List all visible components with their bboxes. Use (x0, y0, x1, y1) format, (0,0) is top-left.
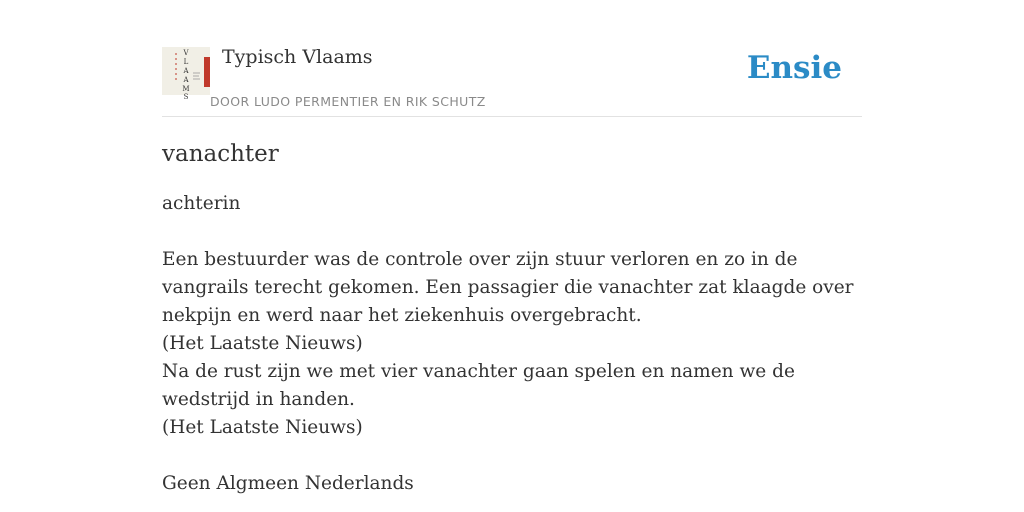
book-title[interactable]: Typisch Vlaams (222, 46, 373, 68)
svg-text:A: A (183, 76, 189, 84)
spacer (162, 218, 862, 246)
svg-text:M: M (182, 85, 190, 93)
example-source: (Het Laatste Nieuws) (162, 417, 363, 438)
svg-text:S: S (183, 93, 189, 101)
svg-text:V: V (183, 49, 189, 57)
book-cover-avatar[interactable] (162, 47, 210, 101)
ensie-logo-link[interactable]: Ensie (746, 50, 842, 86)
book-cover-image (162, 47, 210, 101)
svg-text:L: L (183, 58, 189, 66)
dictionary-entry (162, 138, 862, 498)
example-source: (Het Laatste Nieuws) (162, 333, 363, 354)
example-text: Na de rust zijn we met vier vanachter gaan spelen en namen we de wedstrijd in handen. (162, 361, 795, 410)
book-header (162, 44, 862, 117)
spacer (162, 442, 862, 470)
entry-term: vanachter (162, 141, 279, 167)
entry-body (162, 190, 862, 498)
entry-note: Geen Algmeen Nederlands (162, 473, 414, 494)
book-byline: DOOR LUDO PERMENTIER EN RIK SCHUTZ (210, 94, 486, 109)
entry-definition: achterin (162, 193, 241, 214)
svg-text:A: A (183, 67, 189, 75)
example-text: Een bestuurder was de controle over zijn stuur verloren en zo in de vangrails terecht gekomen. Een passagier die vanachter zat klaagde over nekpijn en werd naar het ziekenhuis overgebracht. (162, 249, 854, 326)
